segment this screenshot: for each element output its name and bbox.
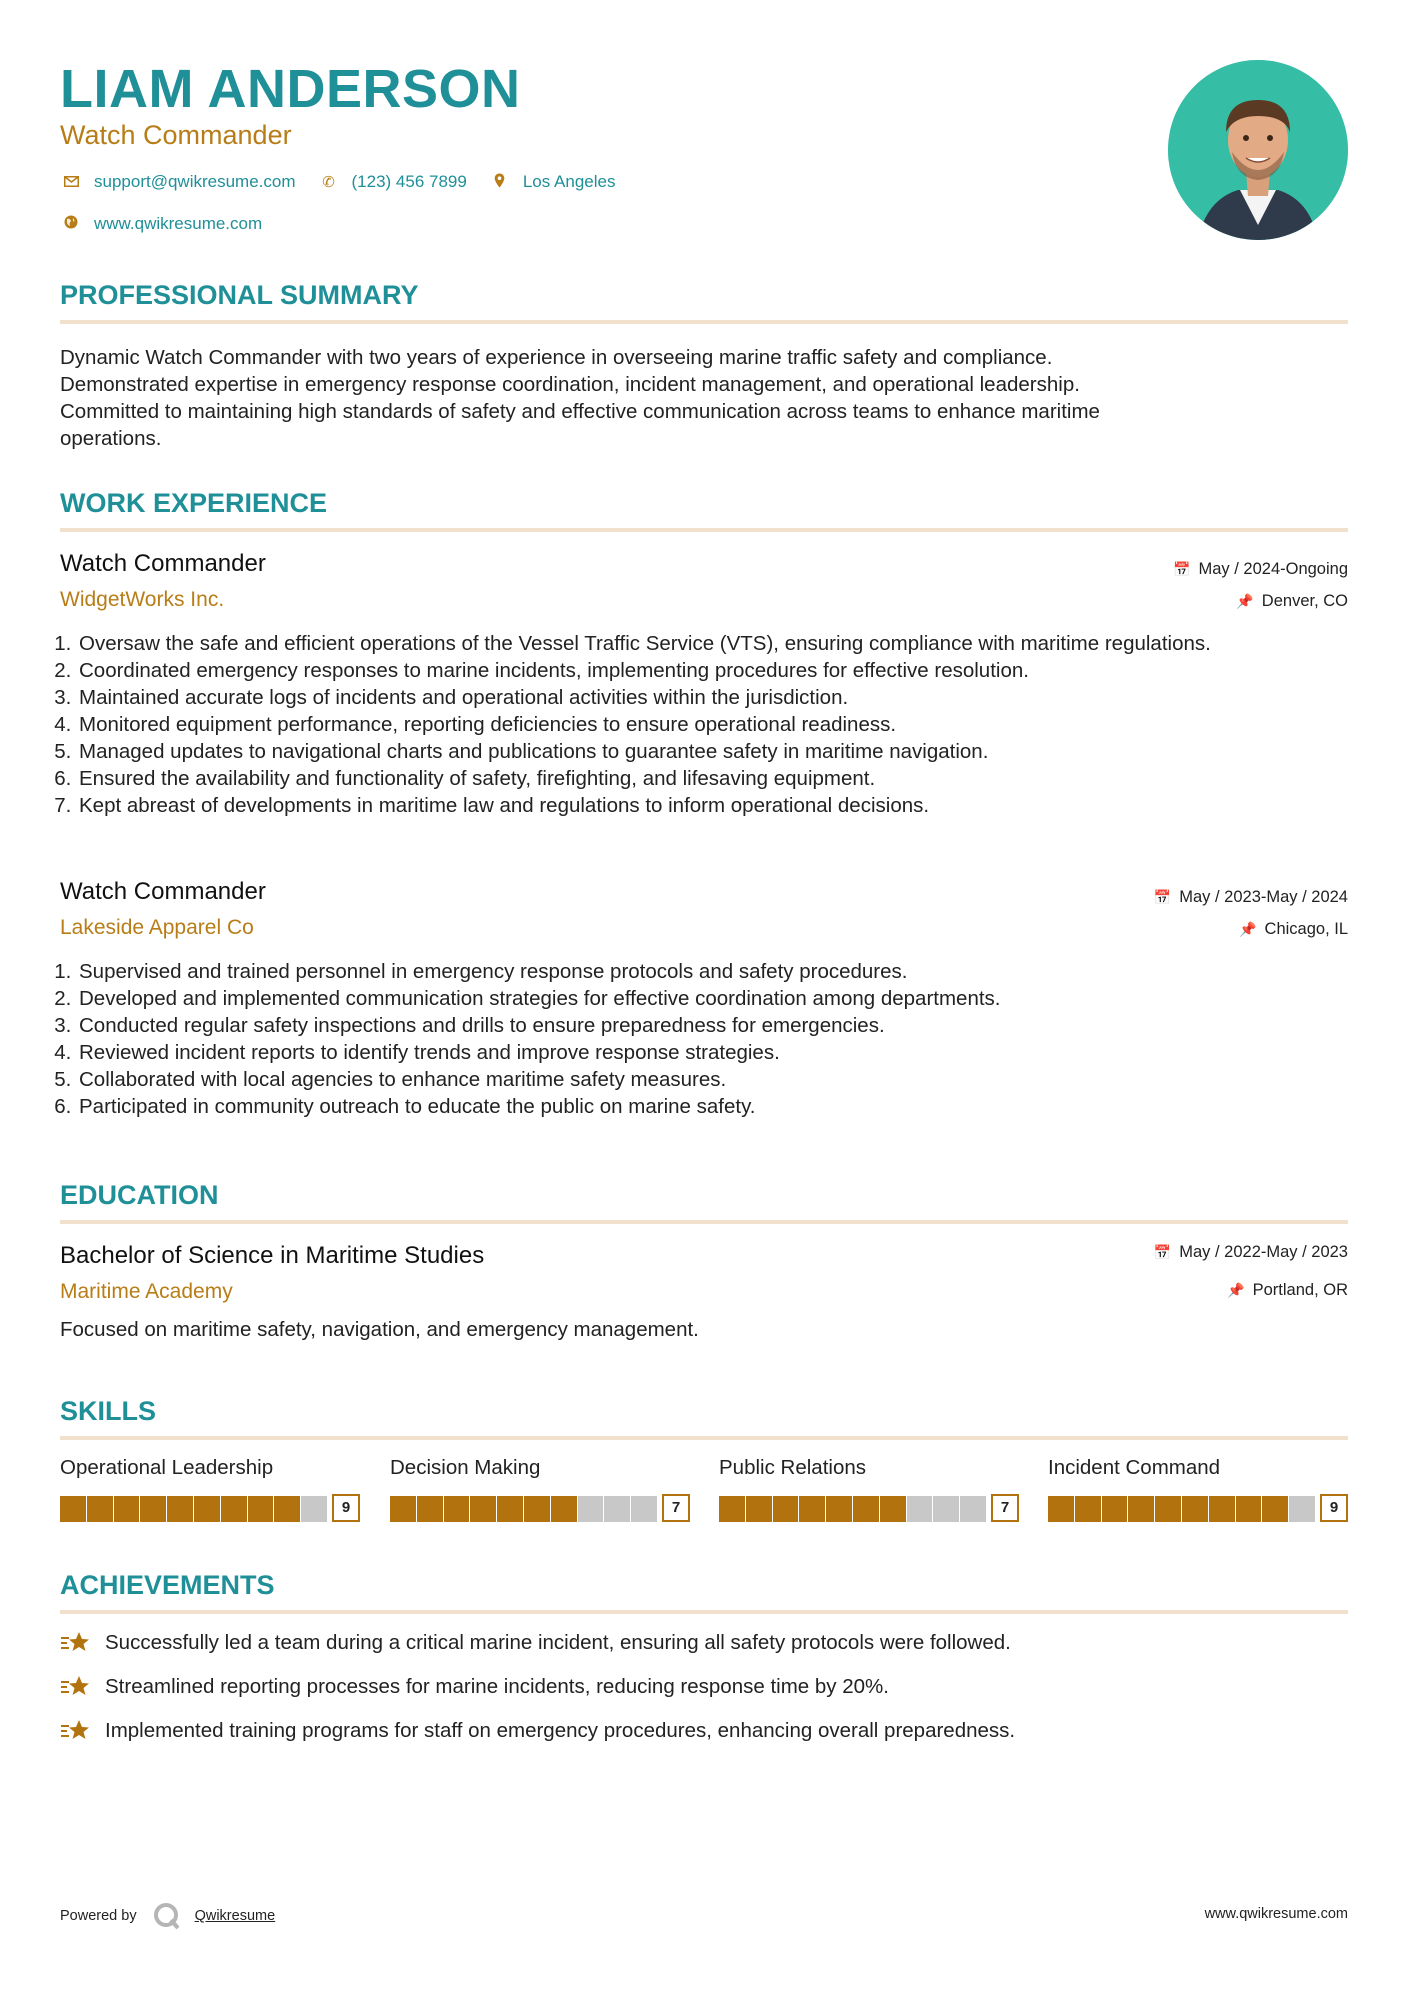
skill-bar-segment (1075, 1496, 1101, 1522)
summary-line: Dynamic Watch Commander with two years of experience in overseeing marine traffic safety and compliance. (60, 346, 1053, 369)
achievement-item (60, 1630, 1011, 1656)
skill-bar-segment (907, 1496, 933, 1522)
skill-score: 7 (662, 1494, 690, 1522)
skill-bar-segment (274, 1496, 300, 1522)
calendar-icon: 📅 (1153, 889, 1172, 905)
envelope-icon (60, 174, 82, 191)
section-divider (60, 1220, 1348, 1224)
location-text: Los Angeles (522, 172, 616, 191)
job-date (1173, 560, 1348, 579)
list-item: 6. Participated in community outreach to educate the public on marine safety. (77, 1093, 1365, 1120)
skill-bar-segment (524, 1496, 550, 1522)
skill-bar-segment (1128, 1496, 1154, 1522)
list-item: 5. Collaborated with local agencies to enhance maritime safety measures. (77, 1066, 1365, 1093)
education-heading: EDUCATION (60, 1180, 219, 1210)
job-company: WidgetWorks Inc. (60, 588, 225, 611)
skill-bar-segment (933, 1496, 959, 1522)
job-responsibilities (60, 958, 1365, 1120)
list-item: 3. Conducted regular safety inspections and drills to ensure preparedness for emergencies. (77, 1012, 1365, 1039)
globe-icon (60, 215, 82, 233)
summary-heading: PROFESSIONAL SUMMARY (60, 280, 419, 310)
skill-name: Public Relations (719, 1456, 866, 1479)
achievement-item (60, 1718, 1015, 1744)
skill-bar-segment (960, 1496, 986, 1522)
qwikresume-logo-icon (153, 1902, 181, 1930)
section-divider (60, 320, 1348, 324)
candidate-name: LIAM ANDERSON (60, 59, 521, 119)
powered-by-label: Powered by (60, 1908, 137, 1924)
list-item: 1. Oversaw the safe and efficient operations of the Vessel Traffic Service (VTS), ensuring compliance with maritime regulations. (77, 630, 1365, 657)
skill-bar-segment (1155, 1496, 1181, 1522)
calendar-icon: 📅 (1173, 561, 1191, 577)
skill-bar-segment (1236, 1496, 1262, 1522)
skill-item (60, 1456, 360, 1522)
section-divider (60, 528, 1348, 532)
skill-bar-segment (417, 1496, 443, 1522)
star-icon (60, 1718, 90, 1744)
skill-bar-segment (140, 1496, 166, 1522)
skill-bar-segment (497, 1496, 523, 1522)
skill-item (390, 1456, 690, 1522)
education-location (1227, 1281, 1348, 1300)
skill-bar-segment (470, 1496, 496, 1522)
skill-name: Decision Making (390, 1456, 541, 1479)
summary-line: Committed to maintaining high standards of safety and effective communication across teams to enhance maritime (60, 400, 1100, 423)
email-text: support@qwikresume.com (94, 172, 296, 191)
contact-row-1 (60, 172, 637, 192)
brand-link[interactable]: Qwikresume (194, 1908, 276, 1924)
achievements-heading: ACHIEVEMENTS (60, 1570, 275, 1600)
job-location-text: Denver, CO (1261, 592, 1348, 610)
job-date (1154, 888, 1348, 907)
skill-bar-segment (1209, 1496, 1235, 1522)
footer-site[interactable]: www.qwikresume.com (1204, 1906, 1348, 1922)
summary-line: Demonstrated expertise in emergency response coordination, incident management, and operational leadership. (60, 373, 1080, 396)
skill-bar-segment (1182, 1496, 1208, 1522)
job-date-text: May / 2024-Ongoing (1198, 560, 1348, 578)
skills-heading: SKILLS (60, 1396, 157, 1426)
phone-icon: ✆ (322, 174, 335, 191)
skill-bar-segment (719, 1496, 745, 1522)
education-location-text: Portland, OR (1252, 1281, 1348, 1299)
achievement-item (60, 1674, 889, 1700)
calendar-icon: 📅 (1153, 1244, 1172, 1260)
resume-page (60, 0, 1348, 1990)
skill-bar-segment (114, 1496, 140, 1522)
skill-bar-segment (551, 1496, 577, 1522)
skill-bar (60, 1494, 360, 1522)
skill-bar-segment (87, 1496, 113, 1522)
footer-powered-by (60, 1902, 275, 1930)
skill-bar-segment (578, 1496, 604, 1522)
summary-line: operations. (60, 427, 162, 450)
education-description: Focused on maritime safety, navigation, and emergency management. (60, 1318, 699, 1341)
achievement-text: Successfully led a team during a critical marine incident, ensuring all safety protocols were followed. (105, 1631, 1011, 1654)
website-text: www.qwikresume.com (94, 214, 263, 233)
avatar-illustration (1168, 60, 1348, 240)
skill-bar-segment (746, 1496, 772, 1522)
skill-bar-segment (301, 1496, 327, 1522)
job-date-text: May / 2023-May / 2024 (1179, 888, 1348, 906)
list-item: 3. Maintained accurate logs of incidents and operational activities within the jurisdiction. (77, 684, 1365, 711)
experience-heading: WORK EXPERIENCE (60, 488, 328, 518)
skill-bar-segment (880, 1496, 906, 1522)
star-icon (60, 1630, 90, 1656)
list-item: 2. Developed and implemented communication strategies for effective coordination among departments. (77, 985, 1365, 1012)
pushpin-icon: 📌 (1236, 593, 1254, 609)
skill-score: 7 (991, 1494, 1019, 1522)
list-item: 4. Reviewed incident reports to identify trends and improve response strategies. (77, 1039, 1365, 1066)
achievement-text: Streamlined reporting processes for marine incidents, reducing response time by 20%. (105, 1675, 889, 1698)
skill-item (719, 1456, 1019, 1522)
job-location-text: Chicago, IL (1264, 920, 1348, 938)
skill-name: Incident Command (1048, 1456, 1221, 1479)
skill-bar-segment (826, 1496, 852, 1522)
education-date (1154, 1243, 1348, 1262)
school-name: Maritime Academy (60, 1280, 233, 1303)
education-date-text: May / 2022-May / 2023 (1179, 1243, 1348, 1261)
contact-location (489, 172, 616, 192)
skill-bar-segment (248, 1496, 274, 1522)
map-pin-icon (489, 173, 511, 192)
pushpin-icon: 📌 (1227, 1282, 1245, 1298)
skill-bar-segment (444, 1496, 470, 1522)
skill-bar (390, 1494, 690, 1522)
skill-bar-segment (1262, 1496, 1288, 1522)
skill-bar-segment (390, 1496, 416, 1522)
candidate-title: Watch Commander (60, 120, 292, 150)
skill-bar-segment (1102, 1496, 1128, 1522)
star-icon (60, 1674, 90, 1700)
skill-bar-segment (60, 1496, 86, 1522)
skill-bar-segment (631, 1496, 657, 1522)
skill-name: Operational Leadership (60, 1456, 274, 1479)
phone-text: (123) 456 7899 (351, 172, 467, 191)
job-title: Watch Commander (60, 550, 266, 577)
achievement-text: Implemented training programs for staff on emergency procedures, enhancing overall preparedness. (105, 1719, 1016, 1742)
skill-score: 9 (1320, 1494, 1348, 1522)
skill-bar (1048, 1494, 1348, 1522)
degree-title: Bachelor of Science in Maritime Studies (60, 1242, 485, 1269)
skill-bar-segment (167, 1496, 193, 1522)
skill-item (1048, 1456, 1348, 1522)
list-item: 6. Ensured the availability and functionality of safety, firefighting, and lifesaving equipment. (77, 765, 1365, 792)
pushpin-icon: 📌 (1239, 921, 1257, 937)
skill-bar-segment (221, 1496, 247, 1522)
skill-bar-segment (194, 1496, 220, 1522)
skill-score: 9 (332, 1494, 360, 1522)
skill-bar-segment (1289, 1496, 1315, 1522)
job-location (1236, 592, 1348, 611)
list-item: 5. Managed updates to navigational charts and publications to guarantee safety in maritime navigation. (77, 738, 1365, 765)
skill-bar-segment (773, 1496, 799, 1522)
list-item: 7. Kept abreast of developments in maritime law and regulations to inform operational decisions. (77, 792, 1365, 819)
contact-row-2 (60, 214, 284, 234)
contact-phone[interactable] (318, 172, 467, 192)
profile-photo (1168, 60, 1348, 240)
list-item: 1. Supervised and trained personnel in emergency response protocols and safety procedures. (77, 958, 1365, 985)
job-company: Lakeside Apparel Co (60, 916, 254, 939)
summary-text (60, 344, 1348, 452)
skill-bar-segment (1048, 1496, 1074, 1522)
job-title: Watch Commander (60, 878, 266, 905)
list-item: 4. Monitored equipment performance, reporting deficiencies to ensure operational readiness. (77, 711, 1365, 738)
job-responsibilities (60, 630, 1365, 819)
contact-website[interactable] (60, 214, 262, 234)
list-item: 2. Coordinated emergency responses to marine incidents, implementing procedures for effective resolution. (77, 657, 1365, 684)
section-divider (60, 1610, 1348, 1614)
skill-bar-segment (604, 1496, 630, 1522)
skill-bar-segment (799, 1496, 825, 1522)
section-divider (60, 1436, 1348, 1440)
skill-bar (719, 1494, 1019, 1522)
contact-email[interactable] (60, 172, 296, 192)
skill-bar-segment (853, 1496, 879, 1522)
job-location (1239, 920, 1348, 939)
